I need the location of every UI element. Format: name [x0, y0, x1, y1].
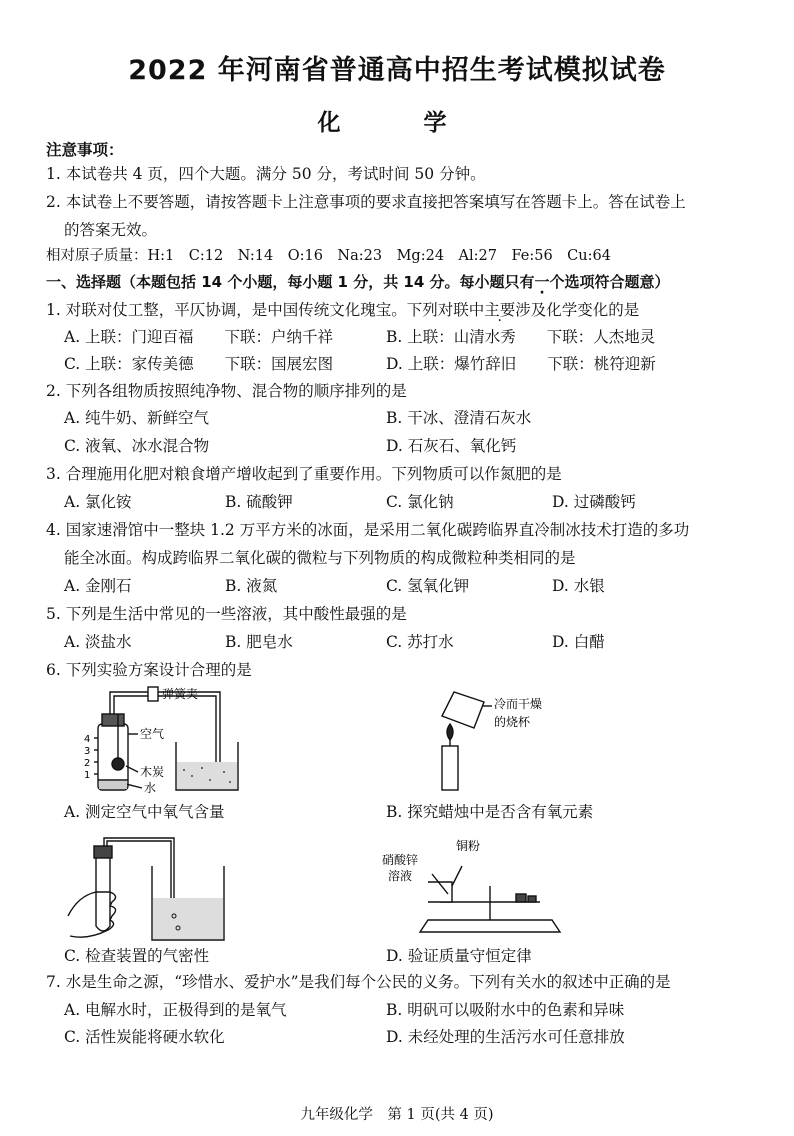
section1-heading-pre: 一、选择题（本题包括 14 个小题，每小题 1 分，共 14 分。每小题只	[46, 273, 520, 291]
q7-stem: 7. 水是生命之源，“珍惜水、爱护水”是我们每个公民的义务。下列有关水的叙述中正确的是	[46, 973, 671, 991]
q4-option-b: B. 液氮	[225, 577, 278, 595]
q3-stem: 3. 合理施用化肥对粮食增产增收起到了重要作用。下列物质可以作氮肥的是	[46, 465, 562, 483]
notice-item-2: 2. 本试卷上不要答题，请按答题卡上注意事项的要求直接把答案填写在答题卡上。答在试卷上	[46, 193, 686, 211]
q2-option-a: A. 纯牛奶、新鲜空气	[64, 409, 210, 427]
figure-a-clip-label: 弹簧夹	[162, 687, 199, 701]
figure-a-water-label: 水	[144, 781, 157, 795]
q4-option-d: D. 水银	[552, 577, 605, 595]
q2-stem: 2. 下列各组物质按照纯净物、混合物的顺序排列的是	[46, 382, 407, 400]
q6-option-b: B. 探究蜡烛中是否含有氧元素	[386, 803, 594, 821]
q4-stem-line2: 能全冰面。构成跨临界二氧化碳的微粒与下列物质的构成微粒种类相同的是	[64, 549, 576, 567]
q6-option-c: C. 检查装置的气密性	[64, 947, 210, 965]
figure-a-air-label: 空气	[140, 727, 165, 741]
notice-heading: 注意事项：	[46, 141, 124, 159]
q1-option-b: B. 上联：山清水秀 下联：人杰地灵	[386, 328, 656, 346]
q1-stem-pre: 1. 对联对仗工整，平仄协调，是中国传统文化瑰宝。下列对联中	[46, 301, 485, 319]
section1-heading-post: 选项符合题意）	[564, 273, 670, 291]
figure-a-apparatus	[80, 684, 250, 796]
figure-b-label-2: 的烧杯	[494, 715, 531, 729]
q3-option-d: D. 过磷酸钙	[552, 493, 636, 511]
figure-b-label-1: 冷而干燥	[494, 697, 543, 711]
figure-d-powder-label: 铜粉	[456, 839, 481, 853]
figure-d-reagent-2: 溶液	[388, 869, 413, 883]
q7-option-d: D. 未经处理的生活污水可任意排放	[386, 1028, 625, 1046]
q2-option-c: C. 液氧、冰水混合物	[64, 437, 210, 455]
figure-a-mark-4: 4	[84, 734, 91, 745]
q7-option-b: B. 明矾可以吸附水中的色素和异味	[386, 1001, 625, 1019]
atomic-masses: 相对原子质量：H:1 C:12 N:14 O:16 Na:23 Mg:24 Al:27 Fe:56 Cu:64	[46, 248, 611, 264]
notice-item-2-cont: 的答案无效。	[64, 221, 158, 239]
q6-option-d: D. 验证质量守恒定律	[386, 947, 532, 965]
q4-option-c: C. 氢氧化钾	[386, 577, 470, 595]
q3-option-a: A. 氯化铵	[64, 493, 132, 511]
figure-d-reagent-1: 硝酸锌	[382, 853, 419, 867]
figure-a-mark-3: 3	[84, 746, 91, 757]
q6-stem: 6. 下列实验方案设计合理的是	[46, 661, 252, 679]
section1-heading	[46, 272, 670, 292]
exam-title: 2022 年河南省普通高中招生考试模拟试卷	[128, 55, 666, 86]
q7-option-a: A. 电解水时，正极得到的是氧气	[64, 1001, 287, 1019]
q5-option-d: D. 白醋	[552, 633, 605, 651]
figure-b-apparatus	[420, 684, 570, 796]
q1-stem-post: 涉及化学变化的是	[515, 301, 640, 319]
notice-item-1: 1. 本试卷共 4 页，四个大题。满分 50 分，考试时间 50 分钟。	[46, 165, 486, 183]
q3-option-c: C. 氯化钠	[386, 493, 454, 511]
q4-stem-line1: 4. 国家速滑馆中一整块 1.2 万平方米的冰面，是采用二氧化碳跨临界直冷制冰技术打造的多功	[46, 521, 690, 539]
q4-option-a: A. 金刚石	[64, 577, 132, 595]
q6-option-a: A. 测定空气中氧气含量	[64, 803, 225, 821]
q1-option-a: A. 上联：门迎百福 下联：户纳千祥	[64, 328, 334, 346]
q2-option-d: D. 石灰石、氧化钙	[386, 437, 517, 455]
q1-option-d: D. 上联：爆竹辞旧 下联：桃符迎新	[386, 355, 656, 373]
q5-option-c: C. 苏打水	[386, 633, 454, 651]
figure-a-mark-1: 1	[84, 770, 91, 781]
q5-stem: 5. 下列是生活中常见的一些溶液，其中酸性最强的是	[46, 605, 407, 623]
q3-option-b: B. 硫酸钾	[225, 493, 293, 511]
figure-c-apparatus	[64, 836, 244, 948]
q1-stem	[46, 300, 639, 320]
subject-title: 化 学	[317, 110, 477, 136]
q1-stem-emph: 主要	[484, 301, 516, 319]
figure-a-charcoal-label: 木炭	[140, 765, 165, 779]
q1-option-c: C. 上联：家传美德 下联：国展宏图	[64, 355, 334, 373]
q5-option-b: B. 肥皂水	[225, 633, 293, 651]
figure-d-apparatus	[380, 836, 570, 948]
figure-a-mark-2: 2	[84, 758, 91, 769]
q2-option-b: B. 干冰、澄清石灰水	[386, 409, 532, 427]
section1-heading-emph: 有一个	[519, 273, 565, 291]
page-footer: 九年级化学 第 1 页(共 4 页)	[300, 1107, 494, 1123]
q5-option-a: A. 淡盐水	[64, 633, 132, 651]
q7-option-c: C. 活性炭能将硬水软化	[64, 1028, 225, 1046]
